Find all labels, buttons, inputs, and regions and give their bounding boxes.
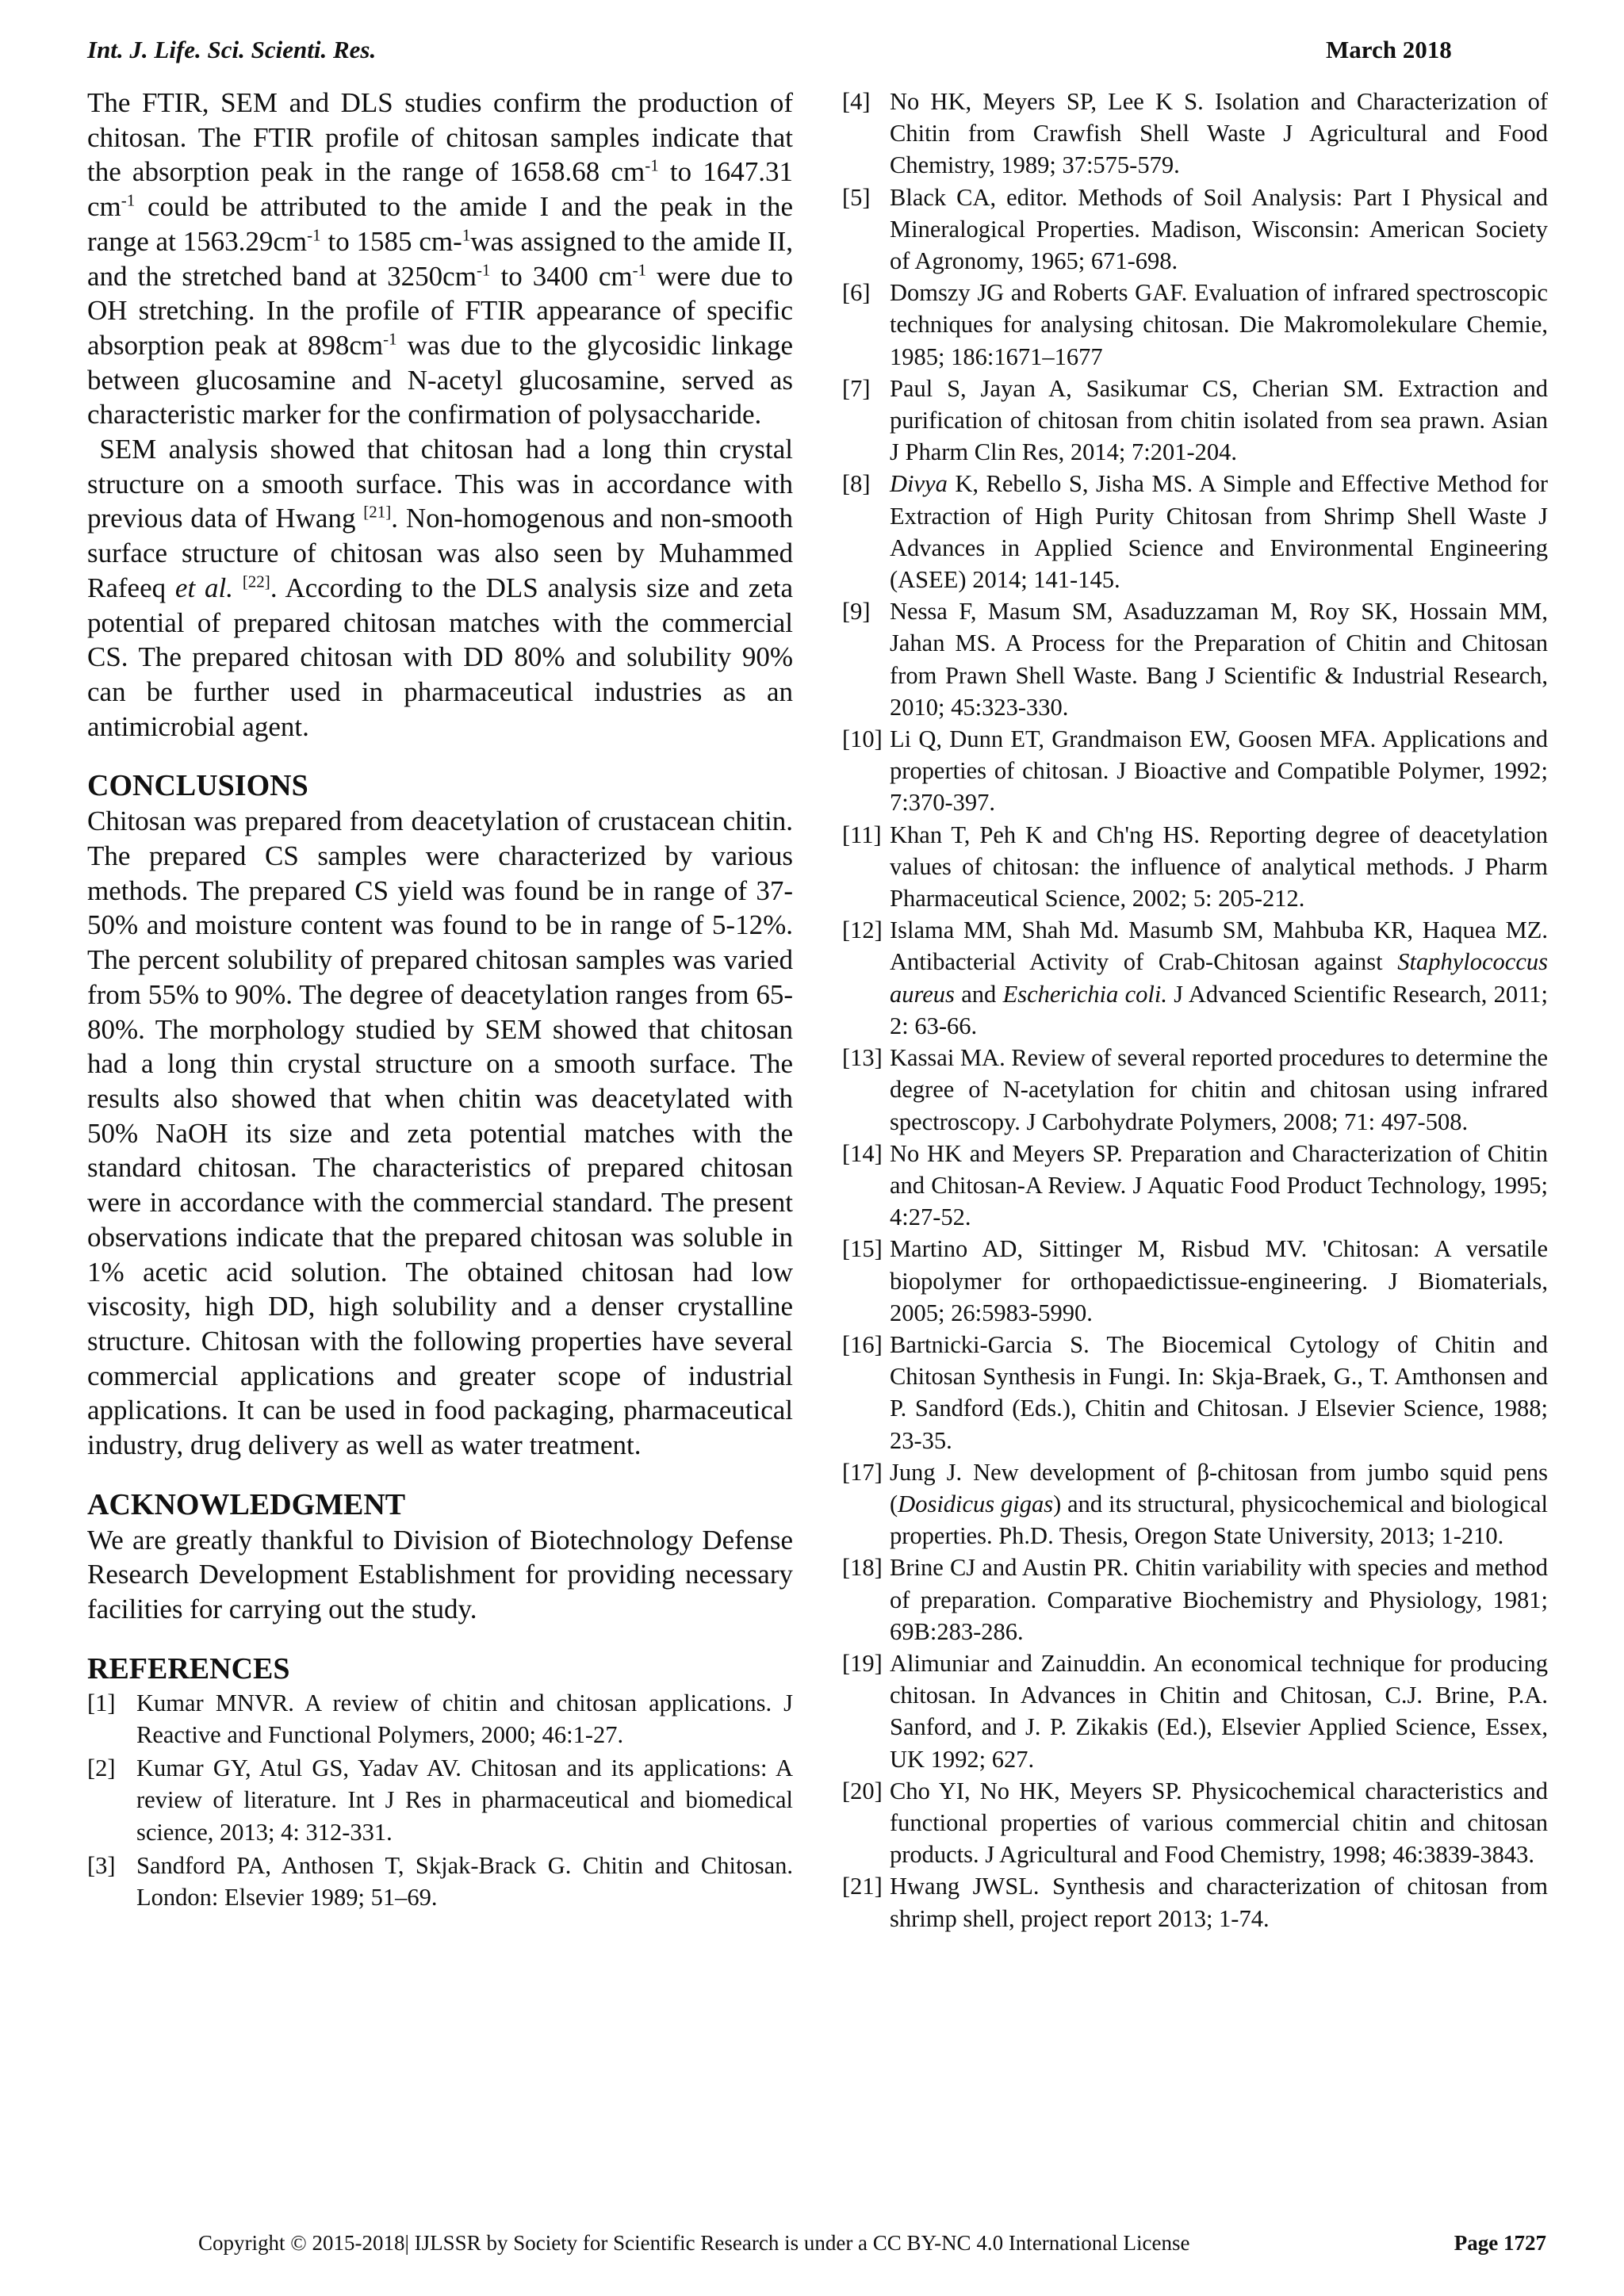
reference-text: Kumar MNVR. A review of chitin and chitosan applications. J Reactive and Functional Polymers, 2000; 46:1-27. <box>136 1689 793 1749</box>
reference-item <box>842 1552 1548 1647</box>
reference-text: Jung J. New development of β-chitosan from jumbo squid pens (Dosidicus gigas) and its structural, physicochemical and biological properties. Ph.D. Thesis, Oregon State University, 2013; 1-210. <box>890 1458 1549 1550</box>
reference-item <box>87 1752 793 1848</box>
reference-number: [15] <box>842 1235 883 1263</box>
section-gap <box>87 1627 793 1651</box>
reference-number: [1] <box>87 1689 116 1716</box>
reference-item <box>842 819 1548 915</box>
reference-text: Kumar GY, Atul GS, Yadav AV. Chitosan and its applications: A review of literature. Int J Res in pharmaceutical and biomedical science, 2013; 4: 312-331. <box>136 1755 793 1846</box>
reference-text: Kassai MA. Review of several reported procedures to determine the degree of N-acetylation for chitin and chitosan using infrared spectroscopy. J Carbohydrate Polymers, 2008; 71: 497-508. <box>890 1044 1548 1135</box>
reference-number: [8] <box>842 470 871 498</box>
reference-text: Alimuniar and Zainuddin. An economical technique for producing chitosan. In Advances in Chitin and Chitosan, C.J. Brine, P.A. Sanford, and J. P. Zikakis (Ed.), Elsevier Applied Science, Essex, UK 1992; 627. <box>890 1649 1548 1773</box>
reference-item <box>842 86 1548 182</box>
discussion-paragraph-sem: SEM analysis showed that chitosan had a long thin crystal structure on a smooth surface. This was in accordance with previous data of Hwang [21]. Non-homogenous and non-smooth surface structure of chitosan was also seen by Muhammed Rafeeq et al. [22]. According to the DLS analysis size and zeta potential of prepared chitosan matches with the commercial CS. The prepared chitosan with DD 80% and solubility 90% can be further used in pharmaceutical industries as an antimicrobial agent. <box>87 434 794 742</box>
reference-text: Brine CJ and Austin PR. Chitin variability with species and method of preparation. Comparative Biochemistry and Physiology, 1981; 69B:283-286. <box>890 1554 1548 1645</box>
reference-text: Nessa F, Masum SM, Asaduzzaman M, Roy SK, Hossain MM, Jahan MS. A Process for the Preparation of Chitin and Chitosan from Prawn Shell Waste. Bang J Scientific & Industrial Research, 2010; 45:323-330. <box>890 598 1548 721</box>
reference-number: [20] <box>842 1777 883 1804</box>
reference-list-right <box>842 86 1548 1934</box>
reference-item <box>842 1329 1548 1456</box>
reference-item <box>842 1456 1548 1552</box>
reference-item <box>842 1042 1548 1138</box>
reference-text: No HK, Meyers SP, Lee K S. Isolation and Characterization of Chitin from Crawfish Shell Waste J Agricultural and Food Chemistry, 1989; 37:575-579. <box>890 88 1548 179</box>
reference-number: [18] <box>842 1554 883 1582</box>
page-number: Page 1727 <box>1454 2231 1546 2255</box>
reference-number: [4] <box>842 88 871 115</box>
reference-item <box>842 182 1548 277</box>
journal-title: Int. J. Life. Sci. Scienti. Res. <box>87 36 377 63</box>
reference-list-left <box>87 1687 793 1913</box>
reference-item <box>842 1233 1548 1329</box>
reference-text: Cho YI, No HK, Meyers SP. Physicochemical characteristics and functional properties of various commercial chitin and chitosan products. J Agricultural and Food Chemistry, 1998; 46:3839-3843. <box>890 1777 1548 1869</box>
copyright-notice: Copyright © 2015-2018| IJLSSR by Society for Scientific Research is under a CC BY-NC 4.0 International License <box>198 2231 1190 2255</box>
reference-number: [3] <box>87 1851 116 1879</box>
references-heading: REFERENCES <box>87 1651 290 1686</box>
reference-text: Bartnicki-Garcia S. The Biocemical Cytology of Chitin and Chitosan Synthesis in Fungi. In: Skja-Braek, G., T. Amthonsen and P. Sandford (Eds.), Chitin and Chitosan. J Elsevier Science, 1988; 23-35. <box>890 1330 1548 1454</box>
reference-item <box>842 914 1548 1042</box>
section-gap <box>87 744 793 767</box>
reference-item <box>87 1687 793 1751</box>
reference-text: Divya K, Rebello S, Jisha MS. A Simple and Effective Method for Extraction of High Purity Chitosan from Shrimp Shell Waste J Advances in Applied Science and Environmental Engineering (ASEE) 2014; 141-145. <box>890 470 1548 594</box>
reference-text: Khan T, Peh K and Ch'ng HS. Reporting degree of deacetylation values of chitosan: the influence of analytical methods. J Pharm Pharmaceutical Science, 2002; 5: 205-212. <box>890 821 1548 913</box>
reference-number: [14] <box>842 1139 883 1167</box>
reference-item <box>842 1870 1548 1934</box>
reference-number: [12] <box>842 916 883 944</box>
acknowledgment-heading: ACKNOWLEDGMENT <box>87 1487 406 1521</box>
reference-number: [9] <box>842 598 871 626</box>
reference-text: Hwang JWSL. Synthesis and characterization of chitosan from shrimp shell, project report 2013; 1-74. <box>890 1873 1548 1932</box>
conclusions-heading: CONCLUSIONS <box>87 769 308 803</box>
discussion-paragraph-ftir: The FTIR, SEM and DLS studies confirm the production of chitosan. The FTIR profile of chitosan samples indicate that the absorption peak in the range of 1658.68 $cm^{-1}$ to 1647.31 $cm^{-1}$ could be attributed to the amide I and the peak in the range at $1563.29cm^{-1}$ to 1585 cm-$^1$was assigned to the amide II, and the stretched band at $3250cm^{-1}$ to 3400 $cm^{-1}$ were due to OH stretching. In the profile of FTIR appearance of specific absorption peak at $898cm^{-1}$ was due to the glycosidic linkage between glucosamine and N-acetyl glucosamine, served as characteristic marker for the confirmation of polysaccharide. <box>87 87 794 430</box>
reference-item <box>842 723 1548 819</box>
reference-number: [13] <box>842 1044 883 1072</box>
reference-number: [21] <box>842 1873 883 1900</box>
section-gap <box>87 1463 793 1487</box>
reference-text: Martino AD, Sittinger M, Risbud MV. 'Chitosan: A versatile biopolymer for orthopaedictissue-engineering. J Biomaterials, 2005; 26:5983-5990. <box>890 1235 1548 1326</box>
acknowledgment-paragraph: We are greatly thankful to Division of Biotechnology Defense Research Development Establishment for providing necessary facilities for carrying out the study. <box>87 1524 793 1625</box>
reference-item <box>842 277 1548 373</box>
reference-item <box>842 1775 1548 1871</box>
left-column <box>87 86 793 1915</box>
reference-item <box>842 468 1548 595</box>
issue-date: March 2018 <box>1326 36 1452 63</box>
reference-text: Black CA, editor. Methods of Soil Analysis: Part I Physical and Mineralogical Properties. Madison, Wisconsin: American Society of Agronomy, 1965; 671-698. <box>890 183 1548 275</box>
reference-text: No HK and Meyers SP. Preparation and Characterization of Chitin and Chitosan-A Review. J Aquatic Food Product Technology, 1995; 4:27-52. <box>890 1139 1548 1231</box>
reference-item <box>87 1850 793 1913</box>
reference-item <box>842 595 1548 723</box>
reference-text: Islama MM, Shah Md. Masumb SM, Mahbuba KR, Haquea MZ. Antibacterial Activity of Crab-Chitosan against Staphylococcus aureus and Escherichia coli. J Advanced Scientific Research, 2011; 2: 63-66. <box>890 916 1549 1039</box>
reference-text: Domszy JG and Roberts GAF. Evaluation of infrared spectroscopic techniques for analysing chitosan. Die Makromolekulare Chemie, 1985; 186:1671–1677 <box>890 279 1548 370</box>
conclusions-paragraph: Chitosan was prepared from deacetylation of crustacean chitin. The prepared CS samples were characterized by various methods. The prepared CS yield was found be in range of 37-50% and moisture content was found to be in range of 5-12%. The percent solubility of prepared chitosan samples was varied from 55% to 90%. The degree of deacetylation ranges from 65-80%. The morphology studied by SEM showed that chitosan had a long thin crystal structure on a smooth surface. The results also showed that when chitin was deacetylated with 50% NaOH its size and zeta potential matches with the standard chitosan. The characteristics of prepared chitosan were in accordance with the commercial standard. The present observations indicate that the prepared chitosan was soluble in 1% acetic acid solution. The obtained chitosan had low viscosity, high DD, high solubility and a denser crystalline structure. Chitosan with the following properties have several commercial applications and greater scope of industrial applications. It can be used in food packaging, pharmaceutical industry, drug delivery as well as water treatment. <box>87 806 793 1461</box>
reference-number: [16] <box>842 1330 883 1358</box>
reference-text: Sandford PA, Anthosen T, Skjak-Brack G. Chitin and Chitosan. London: Elsevier 1989; 51–69. <box>136 1851 793 1911</box>
reference-number: [17] <box>842 1458 883 1486</box>
right-column <box>842 86 1548 1934</box>
reference-number: [5] <box>842 183 871 211</box>
reference-item <box>842 373 1548 469</box>
reference-item <box>842 1138 1548 1234</box>
reference-text: Li Q, Dunn ET, Grandmaison EW, Goosen MFA. Applications and properties of chitosan. J Bioactive and Compatible Polymer, 1992; 7:370-397. <box>890 725 1548 817</box>
reference-number: [11] <box>842 821 882 848</box>
reference-number: [19] <box>842 1649 883 1677</box>
reference-text: Paul S, Jayan A, Sasikumar CS, Cherian SM. Extraction and purification of chitosan from chitin isolated from sea prawn. Asian J Pharm Clin Res, 2014; 7:201-204. <box>890 374 1548 466</box>
reference-number: [7] <box>842 374 871 402</box>
reference-number: [2] <box>87 1755 116 1782</box>
reference-number: [10] <box>842 725 883 753</box>
reference-number: [6] <box>842 279 871 307</box>
reference-item <box>842 1647 1548 1775</box>
